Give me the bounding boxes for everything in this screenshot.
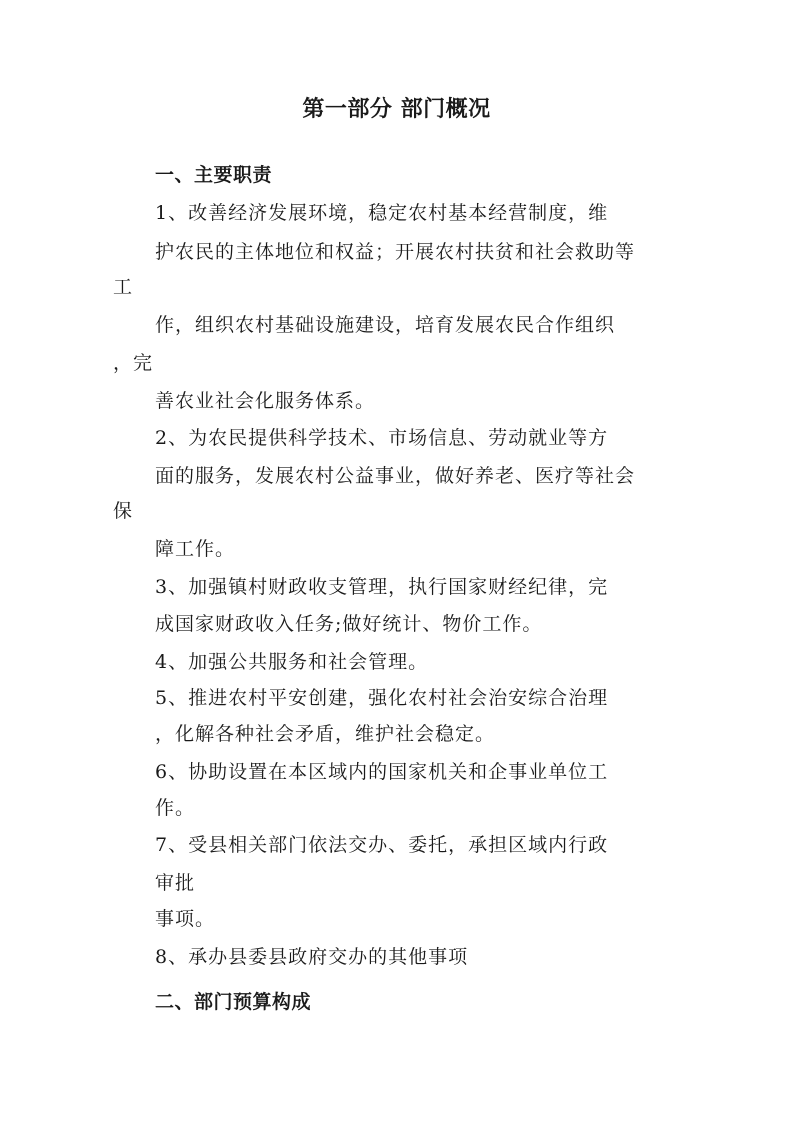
duty-line: 4、加强公共服务和社会管理。 [155, 651, 429, 673]
duty-line: 8、承办县委县政府交办的其他事项 [155, 946, 469, 968]
duty-line: 6、协助设置在本区域内的国家机关和企事业单位工 [155, 761, 609, 783]
duty-line: ，化解各种社会矛盾，维护社会稳定。 [155, 723, 496, 745]
section-heading-budget-composition: 二、部门预算构成 [155, 991, 312, 1013]
duty-line: ，完 [113, 352, 154, 374]
duty-line: 审批 [155, 872, 196, 894]
duty-line: 5、推进农村平安创建，强化农村社会治安综合治理 [155, 687, 609, 709]
duty-line: 2、为农民提供科学技术、市场信息、劳动就业等方 [155, 427, 609, 449]
duty-line: 面的服务，发展农村公益事业，做好养老、医疗等社会 [155, 465, 636, 487]
duty-line: 事项。 [155, 908, 216, 930]
duty-line: 成国家财政收入任务;做好统计、物价工作。 [155, 613, 543, 635]
duty-line: 7、受县相关部门依法交办、委托，承担区域内行政 [155, 834, 609, 856]
duty-line: 护农民的主体地位和权益；开展农村扶贫和社会救助等 [155, 241, 636, 263]
duty-line: 障工作。 [155, 538, 236, 560]
duty-line: 保 [113, 500, 134, 522]
duty-line: 3、加强镇村财政收支管理，执行国家财经纪律，完 [155, 576, 609, 598]
duty-line: 作，组织农村基础设施建设，培育发展农民合作组织 [155, 314, 616, 336]
section-heading-main-duties: 一、主要职责 [155, 164, 273, 186]
duty-line: 善农业社会化服务体系。 [155, 390, 376, 412]
duty-line: 1、改善经济发展环境，稳定农村基本经营制度，维 [155, 202, 609, 224]
page-title: 第一部分 部门概况 [302, 97, 491, 122]
duty-line: 作。 [155, 797, 196, 819]
duty-line: 工 [113, 276, 134, 298]
